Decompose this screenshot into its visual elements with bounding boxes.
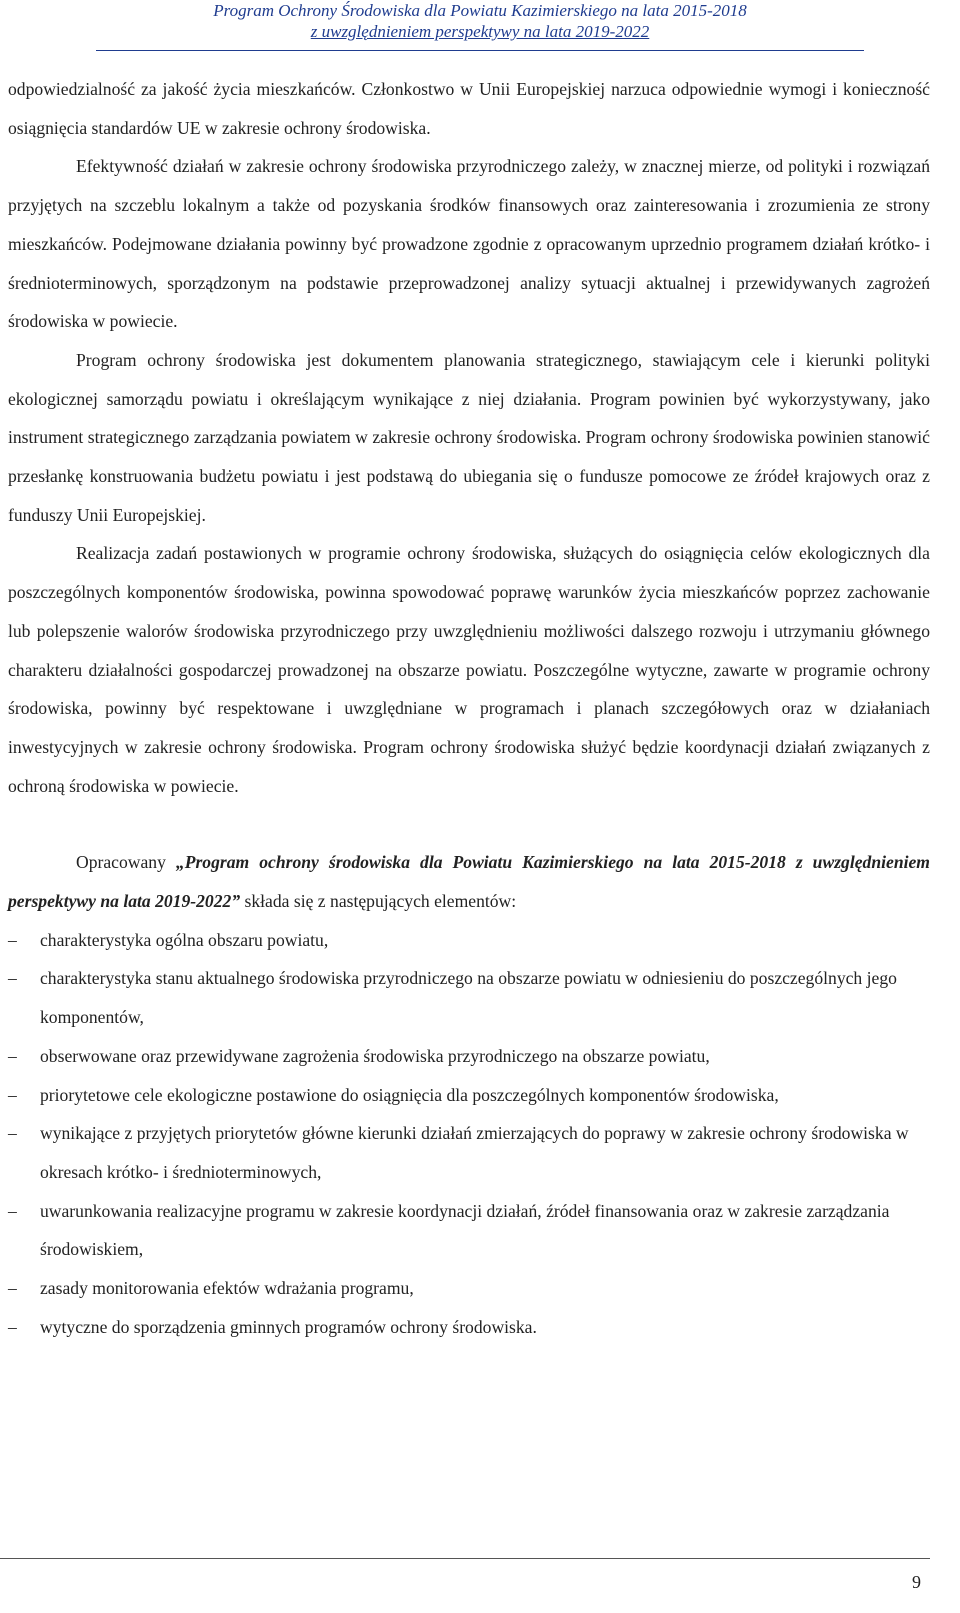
dash-bullet: – bbox=[8, 1123, 17, 1144]
header-divider bbox=[96, 50, 864, 51]
page-header bbox=[0, 0, 960, 42]
dash-bullet: – bbox=[8, 1045, 17, 1066]
dash-bullet: – bbox=[8, 968, 17, 989]
list-item-text: wynikające z przyjętych priorytetów główne kierunki działań zmierzających do poprawy w zakresie ochrony środowiska w okresach krótko- i średnioterminowych, bbox=[40, 1123, 909, 1182]
list-item-text: uwarunkowania realizacyjne programu w zakresie koordynacji działań, źródeł finansowania oraz w zakresie zarządzania środowiskiem, bbox=[40, 1200, 890, 1260]
paragraph-effectiveness: Efektywność działań w zakresie ochrony środowiska przyrodniczego zależy, w znacznej mierze, od polityki i rozwiązań przyjętych na szczeblu lokalnym a także od pozyskania środków finansowych oraz zainteresowania i zrozumienia ze strony mieszkańców. Podejmowane działania powinny być prowadzone zgodnie z opracowanym uprzednio programem działań krótko- i średnioterminowych, sporządzonym na podstawie przeprowadzonej analizy sytuacji aktualnej i przewidywanych zagrożeń środowiska w powiecie. bbox=[8, 156, 930, 332]
elements-intro bbox=[8, 843, 930, 920]
list-item-text: charakterystyka stanu aktualnego środowiska przyrodniczego na obszarze powiatu w odniesieniu do poszczególnych jego komponentów, bbox=[40, 968, 897, 1028]
list-item bbox=[8, 1192, 930, 1269]
list-item bbox=[8, 1076, 930, 1115]
list-item bbox=[8, 1308, 930, 1347]
list-item-text: wytyczne do sporządzenia gminnych programów ochrony środowiska. bbox=[40, 1316, 537, 1337]
list-item-text: zasady monitorowania efektów wdrażania programu, bbox=[40, 1278, 414, 1299]
page-number: 9 bbox=[912, 1572, 921, 1592]
elements-intro-lead: Opracowany bbox=[76, 852, 176, 873]
document-body bbox=[8, 70, 930, 1347]
paragraph-realization: Realizacja zadań postawionych w programie ochrony środowiska, służących do osiągnięcia celów ekologicznych dla poszczególnych komponentów środowiska, powinna spowodować poprawę warunków życia mieszkańców poprzez zachowanie lub polepszenie walorów środowiska przyrodniczego przy uwzględnieniu możliwości dalszego rozwoju i utrzymaniu głównego charakteru działalności gospodarczej prowadzonej na obszarze powiatu. Poszczególne wytyczne, zawarte w programie ochrony środowiska, powinny być respektowane i uwzględniane w programach i planach szczegółowych oraz w działaniach inwestycyjnych w zakresie ochrony środowiska. Program ochrony środowiska służyć będzie koordynacji działań związanych z ochroną środowiska w powiecie. bbox=[8, 543, 930, 796]
dash-bullet: – bbox=[8, 1084, 17, 1105]
elements-list bbox=[8, 921, 930, 1347]
footer-divider bbox=[0, 1558, 930, 1559]
dash-bullet: – bbox=[8, 1316, 17, 1337]
dash-bullet: – bbox=[8, 929, 17, 950]
list-item-text: charakterystyka ogólna obszaru powiatu, bbox=[40, 929, 329, 950]
paragraph-continuation: odpowiedzialność za jakość życia mieszkańców. Członkostwo w Unii Europejskiej narzuca odpowiednie wymogi i konieczność osiągnięcia standardów UE w zakresie ochrony środowiska. bbox=[8, 79, 930, 138]
elements-intro-tail: składa się z następujących elementów: bbox=[240, 891, 517, 912]
program-title: „Program ochrony środowiska dla Powiatu Kazimierskiego na lata 2015-2018 z uwzględnieniem perspektywy na lata 2019-2022” bbox=[8, 852, 930, 912]
list-item bbox=[8, 959, 930, 1036]
header-subtitle: z uwzględnieniem perspektywy na lata 2019-2022 bbox=[310, 22, 650, 41]
list-item-text: priorytetowe cele ekologiczne postawione do osiągnięcia dla poszczególnych komponentów środowiska, bbox=[40, 1084, 779, 1105]
spacer bbox=[8, 805, 930, 843]
paragraph-program-definition: Program ochrony środowiska jest dokumentem planowania strategicznego, stawiającym cele i kierunki polityki ekologicznej samorządu powiatu i określającym wynikające z niej działania. Program powinien być wykorzystywany, jako instrument strategicznego zarządzania powiatem w zakresie ochrony środowiska. Program ochrony środowiska powinien stanowić przesłankę konstruowania budżetu powiatu i jest podstawą do ubiegania się o fundusze pomocowe ze źródeł krajowych oraz z funduszy Unii Europejskiej. bbox=[8, 349, 930, 525]
list-item bbox=[8, 1037, 930, 1076]
header-title: Program Ochrony Środowiska dla Powiatu Kazimierskiego na lata 2015-2018 bbox=[213, 1, 747, 20]
list-item-text: obserwowane oraz przewidywane zagrożenia środowiska przyrodniczego na obszarze powiatu, bbox=[40, 1045, 710, 1066]
dash-bullet: – bbox=[8, 1278, 17, 1299]
list-item bbox=[8, 1114, 930, 1191]
list-item bbox=[8, 921, 930, 960]
list-item bbox=[8, 1269, 930, 1308]
dash-bullet: – bbox=[8, 1200, 17, 1221]
